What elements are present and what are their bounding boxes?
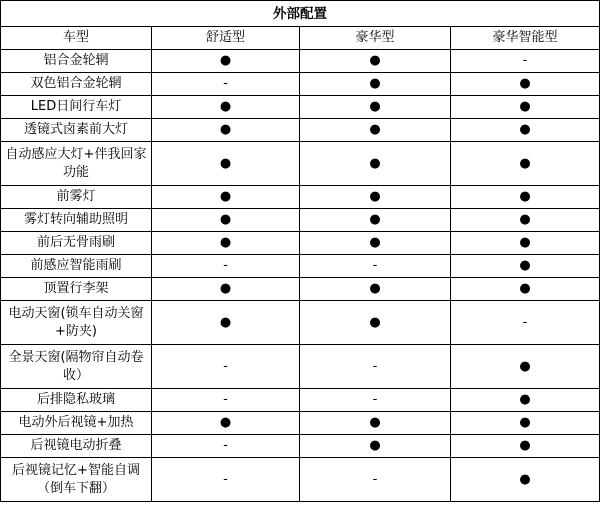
luxury-smart-value: ●: [451, 142, 600, 186]
feature-name: 前后无骨雨刷: [1, 232, 152, 255]
comfort-value: ●: [152, 412, 300, 435]
table-row: [1, 96, 600, 119]
luxury-value: ●: [300, 301, 451, 345]
comfort-value: ●: [152, 186, 300, 209]
table-row: [1, 142, 600, 186]
luxury-smart-value: ●: [451, 209, 600, 232]
feature-name: 后视镜记忆+智能自调（倒车下翻）: [1, 458, 152, 502]
feature-name: 电动天窗(锁车自动关窗+防夹): [1, 301, 152, 345]
table-row: [1, 232, 600, 255]
table-row: [1, 278, 600, 301]
header-luxury-smart: 豪华智能型: [451, 27, 600, 50]
comfort-value: ●: [152, 50, 300, 73]
luxury-value: ●: [300, 50, 451, 73]
feature-name: 雾灯转向辅助照明: [1, 209, 152, 232]
feature-name: 双色铝合金轮辋: [1, 73, 152, 96]
comfort-value: ●: [152, 232, 300, 255]
luxury-smart-value: ●: [451, 73, 600, 96]
table-row: [1, 50, 600, 73]
luxury-value: ●: [300, 186, 451, 209]
luxury-value: ●: [300, 412, 451, 435]
feature-name: 全景天窗(隔物帘自动卷收）: [1, 345, 152, 389]
luxury-smart-value: ●: [451, 232, 600, 255]
luxury-smart-value: ●: [451, 458, 600, 502]
table-row: [1, 119, 600, 142]
comfort-value: -: [152, 255, 300, 278]
table-row: [1, 412, 600, 435]
luxury-value: ●: [300, 73, 451, 96]
table-row: [1, 435, 600, 458]
luxury-smart-value: ●: [451, 345, 600, 389]
feature-name: 顶置行李架: [1, 278, 152, 301]
comfort-value: ●: [152, 209, 300, 232]
luxury-smart-value: ●: [451, 435, 600, 458]
luxury-value: ●: [300, 119, 451, 142]
luxury-value: ●: [300, 142, 451, 186]
comfort-value: ●: [152, 96, 300, 119]
comfort-value: ●: [152, 119, 300, 142]
luxury-smart-value: ●: [451, 186, 600, 209]
luxury-value: ●: [300, 278, 451, 301]
comfort-value: -: [152, 458, 300, 502]
luxury-value: ●: [300, 435, 451, 458]
luxury-smart-value: ●: [451, 119, 600, 142]
feature-name: 后排隐私玻璃: [1, 389, 152, 412]
comfort-value: ●: [152, 301, 300, 345]
luxury-smart-value: ●: [451, 278, 600, 301]
table-row: [1, 458, 600, 502]
feature-name: 后视镜电动折叠: [1, 435, 152, 458]
comfort-value: ●: [152, 142, 300, 186]
luxury-value: -: [300, 458, 451, 502]
luxury-smart-value: ●: [451, 412, 600, 435]
table-row: [1, 209, 600, 232]
comfort-value: -: [152, 73, 300, 96]
table-row: [1, 73, 600, 96]
feature-name: 前感应智能雨刷: [1, 255, 152, 278]
comfort-value: -: [152, 345, 300, 389]
table-row: [1, 389, 600, 412]
header-model: 车型: [1, 27, 152, 50]
header-luxury: 豪华型: [300, 27, 451, 50]
luxury-value: -: [300, 255, 451, 278]
feature-name: 透镜式卤素前大灯: [1, 119, 152, 142]
table-row: [1, 255, 600, 278]
table-row: [1, 345, 600, 389]
luxury-smart-value: ●: [451, 96, 600, 119]
comfort-value: -: [152, 389, 300, 412]
feature-name: 前雾灯: [1, 186, 152, 209]
comfort-value: -: [152, 435, 300, 458]
table-row: [1, 301, 600, 345]
table-row: [1, 186, 600, 209]
luxury-value: -: [300, 389, 451, 412]
luxury-value: ●: [300, 232, 451, 255]
luxury-smart-value: ●: [451, 389, 600, 412]
luxury-value: -: [300, 345, 451, 389]
luxury-value: ●: [300, 209, 451, 232]
header-comfort: 舒适型: [152, 27, 300, 50]
feature-name: 铝合金轮辋: [1, 50, 152, 73]
comfort-value: ●: [152, 278, 300, 301]
table-title: 外部配置: [1, 1, 600, 27]
luxury-smart-value: -: [451, 301, 600, 345]
luxury-smart-value: ●: [451, 255, 600, 278]
feature-name: LED日间行车灯: [1, 96, 152, 119]
luxury-smart-value: -: [451, 50, 600, 73]
feature-name: 电动外后视镜+加热: [1, 412, 152, 435]
feature-name: 自动感应大灯+伴我回家功能: [1, 142, 152, 186]
luxury-value: ●: [300, 96, 451, 119]
